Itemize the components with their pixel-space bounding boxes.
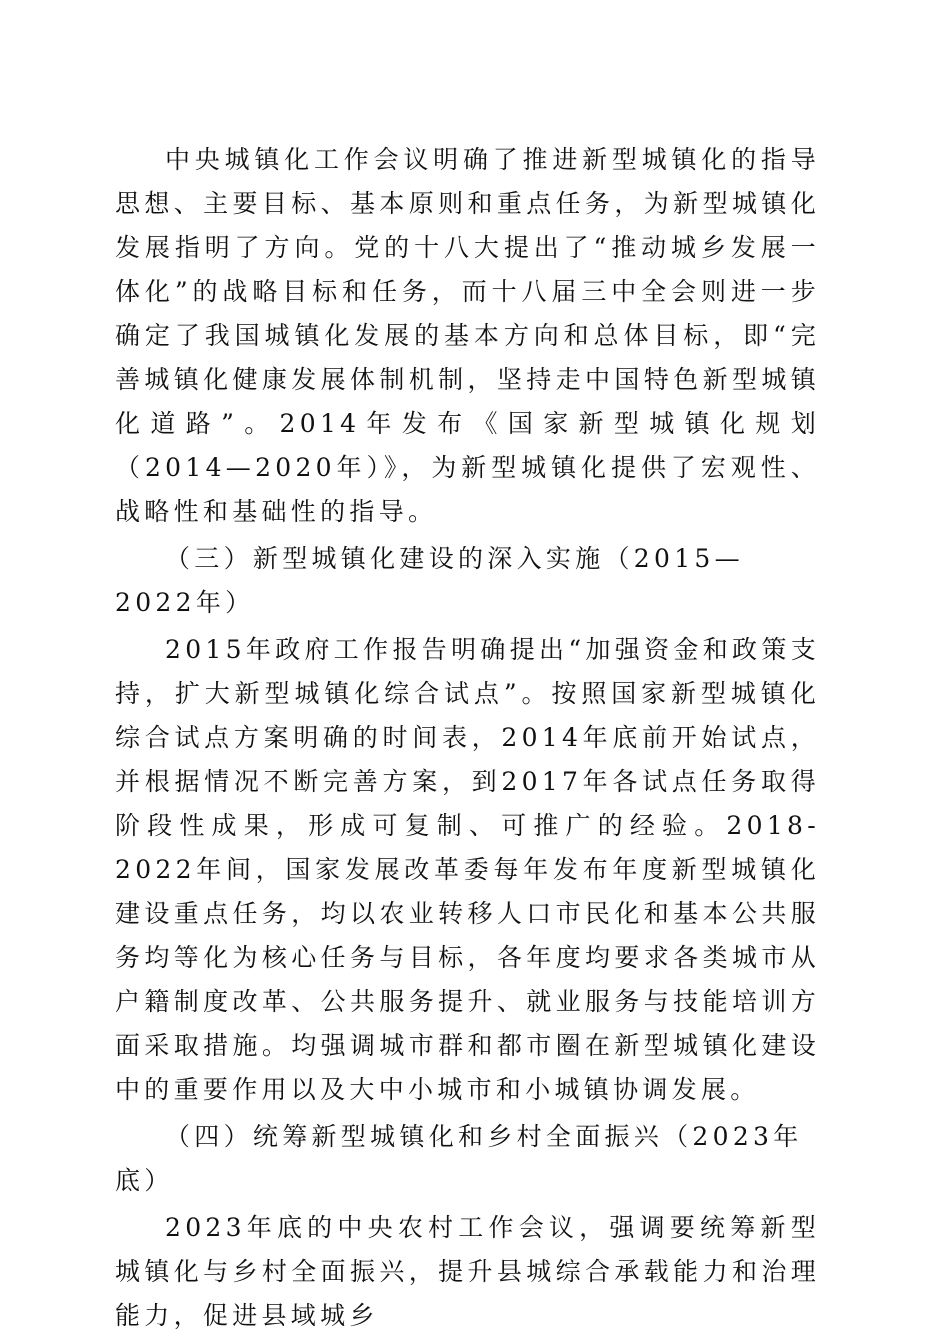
document-body [115,138,820,1341]
section-heading-3: （三）新型城镇化建设的深入实施（2015—2022年） [115,544,744,617]
paragraph-rural-revitalization: 2023年底的中央农村工作会议，强调要统筹新型城镇化与乡村全面振兴，提升县城综合承载能力和治理能力，促进县域城乡 [115,1213,820,1330]
paragraph-urbanization-guidance: 中央城镇化工作会议明确了推进新型城镇化的指导思想、主要目标、基本原则和重点任务，为新型城镇化发展指明了方向。党的十八大提出了“推动城乡发展一体化”的战略目标和任务，而十八届三中全会则进一步确定了我国城镇化发展的基本方向和总体目标，即“完善城镇化健康发展体制机制，坚持走中国特色新型城镇化道路”。2014年发布《国家新型城镇化规划（2014—2020年）》，为新型城镇化提供了宏观性、战略性和基础性的指导。 [115,145,820,526]
paragraph-pilot-implementation: 2015年政府工作报告明确提出“加强资金和政策支持，扩大新型城镇化综合试点”。按照国家新型城镇化综合试点方案明确的时间表，2014年底前开始试点，并根据情况不断完善方案，到2017年各试点任务取得阶段性成果，形成可复制、可推广的经验。2018-2022年间，国家发展改革委每年发布年度新型城镇化建设重点任务，均以农业转移人口市民化和基本公共服务均等化为核心任务与目标，各年度均要求各类城市从户籍制度改革、公共服务提升、就业服务与技能培训方面采取措施。均强调城市群和都市圈在新型城镇化建设中的重要作用以及大中小城市和小城镇协调发展。 [115,635,820,1104]
section-heading-4: （四）统筹新型城镇化和乡村全面振兴（2023年底） [115,1122,803,1195]
